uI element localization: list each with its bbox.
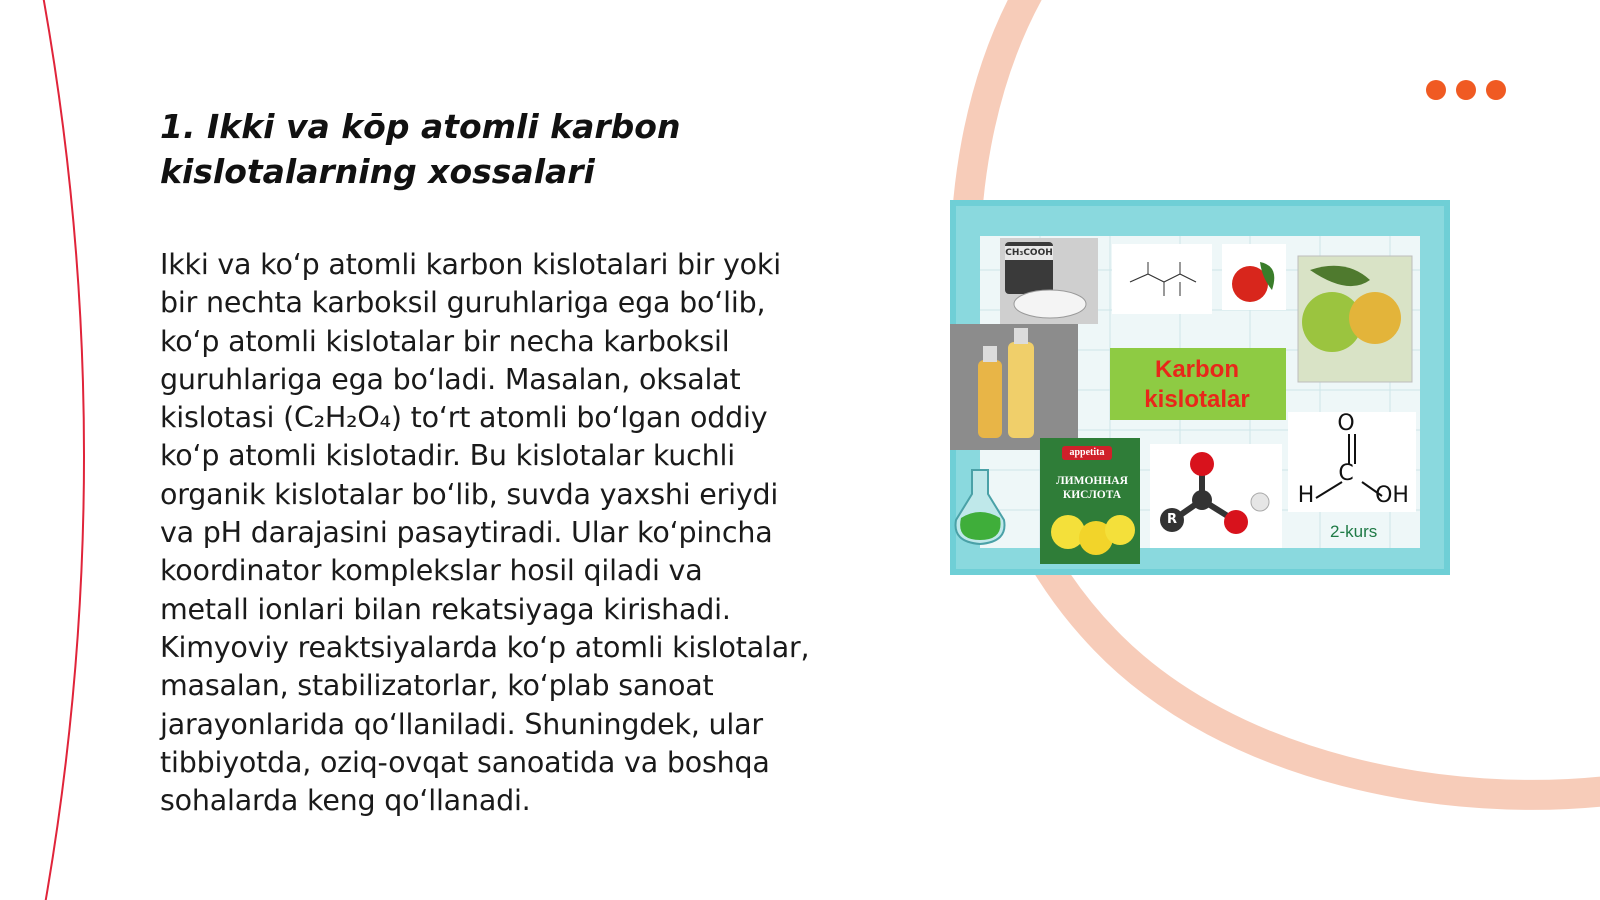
course-label: 2-kurs [1330, 522, 1378, 541]
dot-1 [1426, 80, 1446, 100]
apple-photo [1222, 244, 1286, 310]
oxalic-formula-card [1112, 244, 1212, 314]
more-dots-icon [1426, 80, 1516, 100]
formula-o-label: O [1337, 411, 1355, 436]
oil-bottles-photo [950, 324, 1078, 450]
citric-brand-label: appetita [1069, 447, 1105, 458]
illustration-title-label: Karbon kislotalar [1144, 356, 1250, 413]
formula-h-label: H [1297, 483, 1315, 508]
molecule-r-label: R [1166, 512, 1177, 527]
citric-acid-label: ЛИМОННАЯ КИСЛОТА [1056, 475, 1128, 501]
carboxyl-molecule-model [1150, 444, 1282, 548]
vinegar-label: CH₃COOH [1005, 248, 1053, 258]
formula-oh-label: OH [1375, 483, 1409, 508]
slide-title: 1. Ikki va kōp atomli karbon kislotalarning xossalari [160, 107, 681, 191]
dot-3 [1486, 80, 1506, 100]
green-apples-photo [1298, 256, 1412, 382]
dot-2 [1456, 80, 1476, 100]
formula-c-label: C [1338, 461, 1354, 486]
body-paragraph: Ikki va ko‘p atomli karbon kislotalari bir yoki bir nechta karboksil guruhlariga ega bo‘lib, ko‘p atomli kislotalar bir necha karboksil guruhlariga ega bo‘ladi. Masalan, oksalat kislotasi (C₂H₂O₄) to‘rt atomli bo‘lgan oddiy ko‘p atomli kislotadir. Bu kislotalar kuchli organik kislotalar bo‘lib, suvda yaxshi eriydi va pH darajasini pasaytiradi. Ular ko‘pincha koordinator komplekslar hosil qiladi va metall ionlari bilan rekatsiyaga kirishadi. Kimyoviy reaktsiyalarda ko‘p atomli kislotalar, masalan, stabilizatorlar, ko‘plab sanoat jarayonlarida qo‘llaniladi. Shuningdek, ular tibbiyotda, oziq-ovqat sanoatida va boshqa sohalarda keng qo‘llanadi. [160, 248, 810, 818]
left-red-line [42, 0, 84, 900]
